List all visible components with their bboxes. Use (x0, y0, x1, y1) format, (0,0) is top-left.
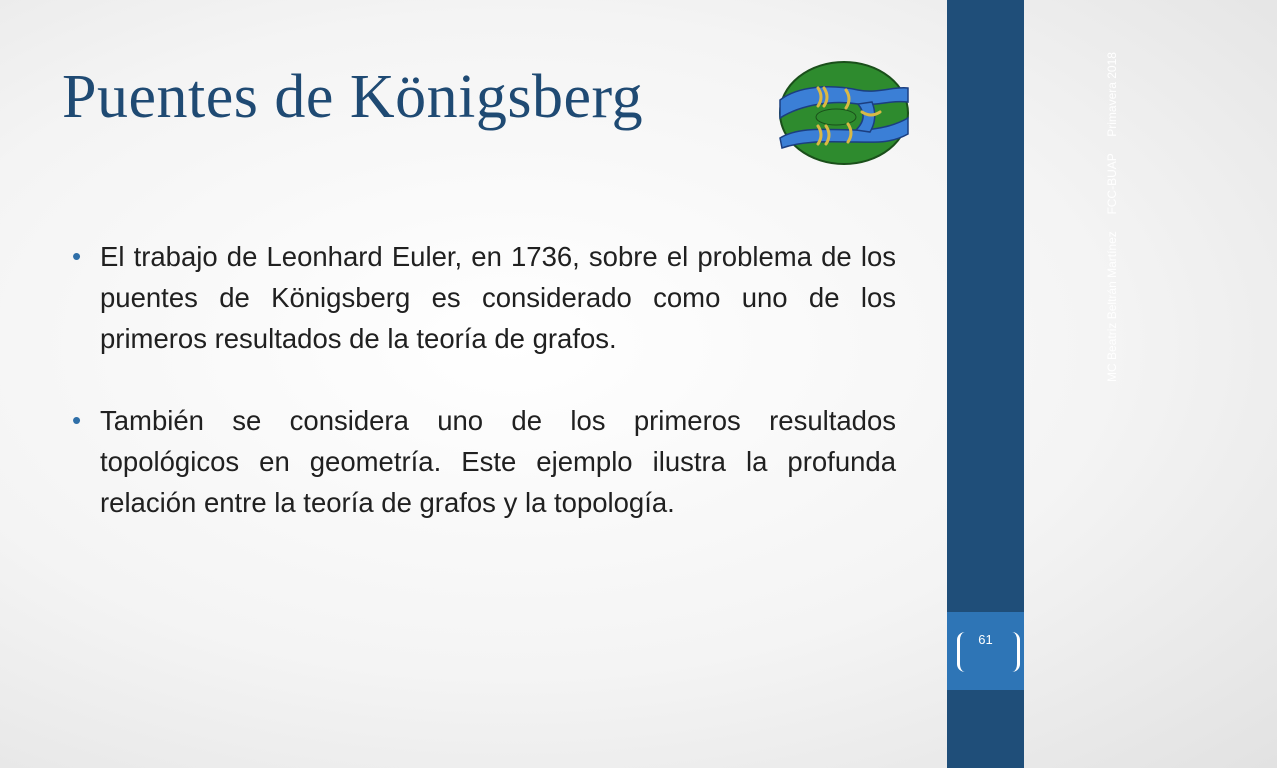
bullet-item (70, 400, 896, 523)
footer-text: MC Beatriz Beltrán Martínez FCC-BUAP Primavera 2018 (1104, 52, 1119, 382)
bullet-text: También se considera uno de los primeros resultados topológicos en geometría. Este ejemplo ilustra la profunda relación entre la teoría de grafos y la topología. (100, 405, 896, 518)
konigsberg-bridges-map-icon (778, 60, 910, 166)
page-number: 61 (978, 632, 993, 647)
page-number-panel (947, 612, 1024, 690)
bullet-list (70, 236, 896, 564)
slide-title: Puentes de Königsberg (62, 63, 644, 131)
bullet-dot-icon: • (72, 241, 82, 271)
bullet-text: El trabajo de Leonhard Euler, en 1736, sobre el problema de los puentes de Königsberg es considerado como uno de los primeros resultados de la teoría de grafos. (100, 241, 896, 354)
bullet-item (70, 236, 896, 359)
bullet-dot-icon: • (72, 405, 82, 435)
